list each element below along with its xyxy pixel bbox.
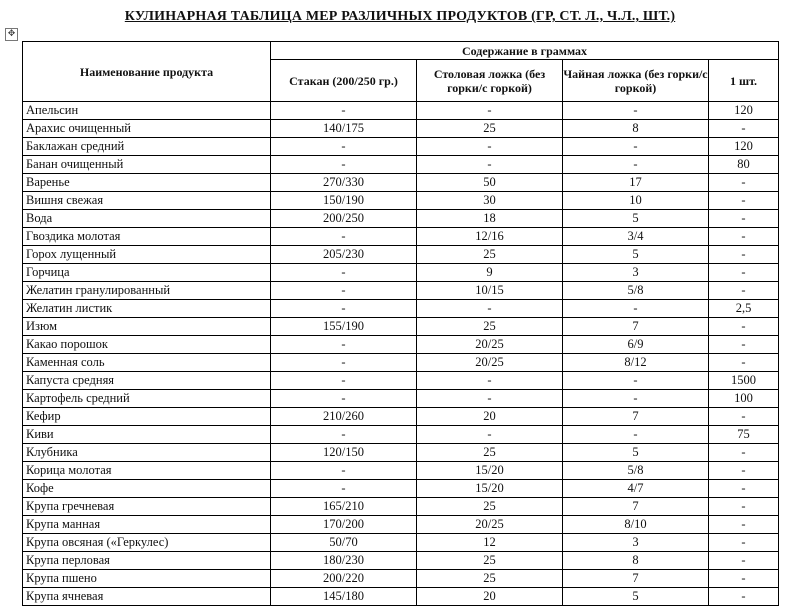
teaspoon-cell: 4/7 xyxy=(563,480,709,498)
measures-table xyxy=(22,41,779,606)
glass-cell: - xyxy=(271,462,417,480)
glass-cell: 50/70 xyxy=(271,534,417,552)
product-name-cell: Крупа овсяная («Геркулес) xyxy=(23,534,271,552)
teaspoon-cell: 5 xyxy=(563,210,709,228)
tablespoon-cell: 20/25 xyxy=(417,354,563,372)
product-name-cell: Кефир xyxy=(23,408,271,426)
glass-cell: 120/150 xyxy=(271,444,417,462)
piece-cell: - xyxy=(709,408,779,426)
piece-cell: - xyxy=(709,444,779,462)
glass-cell: - xyxy=(271,282,417,300)
table-row xyxy=(23,318,779,336)
header-grams-group: Содержание в граммах xyxy=(271,42,779,60)
teaspoon-cell: - xyxy=(563,300,709,318)
glass-cell: 205/230 xyxy=(271,246,417,264)
table-row xyxy=(23,102,779,120)
teaspoon-cell: - xyxy=(563,156,709,174)
tablespoon-cell: 12/16 xyxy=(417,228,563,246)
tablespoon-cell: 20 xyxy=(417,408,563,426)
table-row xyxy=(23,210,779,228)
tablespoon-cell: - xyxy=(417,156,563,174)
piece-cell: - xyxy=(709,264,779,282)
teaspoon-cell: 5/8 xyxy=(563,462,709,480)
piece-cell: - xyxy=(709,192,779,210)
product-name-cell: Гвоздика молотая xyxy=(23,228,271,246)
tablespoon-cell: 25 xyxy=(417,570,563,588)
glass-cell: - xyxy=(271,228,417,246)
tablespoon-cell: 20/25 xyxy=(417,336,563,354)
glass-cell: - xyxy=(271,156,417,174)
piece-cell: 1500 xyxy=(709,372,779,390)
piece-cell: - xyxy=(709,228,779,246)
header-glass: Стакан (200/250 гр.) xyxy=(271,60,417,102)
header-teaspoon: Чайная ложка (без горки/с горкой) xyxy=(563,60,709,102)
piece-cell: - xyxy=(709,210,779,228)
glass-cell: - xyxy=(271,138,417,156)
product-name-cell: Киви xyxy=(23,426,271,444)
tablespoon-cell: 50 xyxy=(417,174,563,192)
tablespoon-cell: - xyxy=(417,372,563,390)
product-name-cell: Капуста средняя xyxy=(23,372,271,390)
table-row xyxy=(23,480,779,498)
piece-cell: 120 xyxy=(709,102,779,120)
table-row xyxy=(23,534,779,552)
glass-cell: - xyxy=(271,372,417,390)
teaspoon-cell: 17 xyxy=(563,174,709,192)
piece-cell: - xyxy=(709,354,779,372)
table-row xyxy=(23,588,779,606)
piece-cell: - xyxy=(709,570,779,588)
piece-cell: - xyxy=(709,534,779,552)
teaspoon-cell: 3/4 xyxy=(563,228,709,246)
product-name-cell: Кофе xyxy=(23,480,271,498)
table-row xyxy=(23,336,779,354)
teaspoon-cell: 8 xyxy=(563,120,709,138)
table-row xyxy=(23,444,779,462)
teaspoon-cell: 7 xyxy=(563,318,709,336)
product-name-cell: Корица молотая xyxy=(23,462,271,480)
page-title: КУЛИНАРНАЯ ТАБЛИЦА МЕР РАЗЛИЧНЫХ ПРОДУКТОВ (ГР, СТ. Л., Ч.Л., ШТ.) xyxy=(124,9,676,24)
teaspoon-cell: 8 xyxy=(563,552,709,570)
product-name-cell: Крупа ячневая xyxy=(23,588,271,606)
product-name-cell: Крупа манная xyxy=(23,516,271,534)
tablespoon-cell: 15/20 xyxy=(417,462,563,480)
table-row xyxy=(23,264,779,282)
teaspoon-cell: - xyxy=(563,138,709,156)
tablespoon-cell: 25 xyxy=(417,444,563,462)
table-row xyxy=(23,408,779,426)
piece-cell: - xyxy=(709,498,779,516)
product-name-cell: Изюм xyxy=(23,318,271,336)
piece-cell: 2,5 xyxy=(709,300,779,318)
glass-cell: 145/180 xyxy=(271,588,417,606)
teaspoon-cell: 7 xyxy=(563,498,709,516)
piece-cell: - xyxy=(709,246,779,264)
table-row xyxy=(23,372,779,390)
glass-cell: - xyxy=(271,264,417,282)
table-row xyxy=(23,498,779,516)
table-move-handle-icon[interactable]: ✥ xyxy=(5,28,18,41)
table-row xyxy=(23,138,779,156)
glass-cell: - xyxy=(271,426,417,444)
product-name-cell: Арахис очищенный xyxy=(23,120,271,138)
header-piece: 1 шт. xyxy=(709,60,779,102)
piece-cell: - xyxy=(709,318,779,336)
tablespoon-cell: - xyxy=(417,426,563,444)
glass-cell: 210/260 xyxy=(271,408,417,426)
piece-cell: 120 xyxy=(709,138,779,156)
table-row xyxy=(23,246,779,264)
header-tablespoon: Столовая ложка (без горки/с горкой) xyxy=(417,60,563,102)
piece-cell: 80 xyxy=(709,156,779,174)
tablespoon-cell: 25 xyxy=(417,246,563,264)
glass-cell: - xyxy=(271,480,417,498)
product-name-cell: Варенье xyxy=(23,174,271,192)
table-row xyxy=(23,120,779,138)
glass-cell: 155/190 xyxy=(271,318,417,336)
product-name-cell: Какао порошок xyxy=(23,336,271,354)
product-name-cell: Желатин листик xyxy=(23,300,271,318)
glass-cell: 200/220 xyxy=(271,570,417,588)
tablespoon-cell: 25 xyxy=(417,498,563,516)
piece-cell: - xyxy=(709,516,779,534)
teaspoon-cell: 3 xyxy=(563,534,709,552)
table-row xyxy=(23,300,779,318)
glass-cell: - xyxy=(271,336,417,354)
product-name-cell: Картофель средний xyxy=(23,390,271,408)
tablespoon-cell: 20 xyxy=(417,588,563,606)
glass-cell: - xyxy=(271,102,417,120)
product-name-cell: Вишня свежая xyxy=(23,192,271,210)
piece-cell: - xyxy=(709,336,779,354)
tablespoon-cell: 10/15 xyxy=(417,282,563,300)
teaspoon-cell: 7 xyxy=(563,570,709,588)
product-name-cell: Желатин гранулированный xyxy=(23,282,271,300)
table-row xyxy=(23,570,779,588)
product-name-cell: Крупа перловая xyxy=(23,552,271,570)
product-name-cell: Клубника xyxy=(23,444,271,462)
table-row xyxy=(23,282,779,300)
table-row xyxy=(23,354,779,372)
glass-cell: 180/230 xyxy=(271,552,417,570)
piece-cell: - xyxy=(709,462,779,480)
tablespoon-cell: 15/20 xyxy=(417,480,563,498)
piece-cell: - xyxy=(709,480,779,498)
piece-cell: - xyxy=(709,282,779,300)
product-name-cell: Горох лущенный xyxy=(23,246,271,264)
tablespoon-cell: 30 xyxy=(417,192,563,210)
teaspoon-cell: 5 xyxy=(563,246,709,264)
glass-cell: 140/175 xyxy=(271,120,417,138)
table-body xyxy=(23,102,779,606)
glass-cell: - xyxy=(271,354,417,372)
glass-cell: 165/210 xyxy=(271,498,417,516)
teaspoon-cell: 7 xyxy=(563,408,709,426)
table-row xyxy=(23,390,779,408)
tablespoon-cell: 25 xyxy=(417,120,563,138)
table-row xyxy=(23,174,779,192)
table-row xyxy=(23,426,779,444)
piece-cell: - xyxy=(709,174,779,192)
piece-cell: - xyxy=(709,588,779,606)
teaspoon-cell: 5/8 xyxy=(563,282,709,300)
product-name-cell: Баклажан средний xyxy=(23,138,271,156)
tablespoon-cell: 20/25 xyxy=(417,516,563,534)
glass-cell: 270/330 xyxy=(271,174,417,192)
table-row xyxy=(23,552,779,570)
teaspoon-cell: 5 xyxy=(563,588,709,606)
teaspoon-cell: 5 xyxy=(563,444,709,462)
glass-cell: 170/200 xyxy=(271,516,417,534)
product-name-cell: Крупа пшено xyxy=(23,570,271,588)
teaspoon-cell: 10 xyxy=(563,192,709,210)
table-row xyxy=(23,228,779,246)
piece-cell: - xyxy=(709,120,779,138)
teaspoon-cell: 6/9 xyxy=(563,336,709,354)
table-row xyxy=(23,156,779,174)
teaspoon-cell: - xyxy=(563,426,709,444)
header-product-name: Наименование продукта xyxy=(23,42,271,102)
tablespoon-cell: 9 xyxy=(417,264,563,282)
product-name-cell: Каменная соль xyxy=(23,354,271,372)
tablespoon-cell: - xyxy=(417,300,563,318)
tablespoon-cell: 18 xyxy=(417,210,563,228)
glass-cell: 150/190 xyxy=(271,192,417,210)
teaspoon-cell: - xyxy=(563,372,709,390)
piece-cell: - xyxy=(709,552,779,570)
teaspoon-cell: - xyxy=(563,102,709,120)
tablespoon-cell: 25 xyxy=(417,318,563,336)
product-name-cell: Банан очищенный xyxy=(23,156,271,174)
product-name-cell: Вода xyxy=(23,210,271,228)
tablespoon-cell: - xyxy=(417,102,563,120)
table-row xyxy=(23,462,779,480)
product-name-cell: Крупа гречневая xyxy=(23,498,271,516)
tablespoon-cell: 12 xyxy=(417,534,563,552)
tablespoon-cell: - xyxy=(417,390,563,408)
product-name-cell: Апельсин xyxy=(23,102,271,120)
glass-cell: 200/250 xyxy=(271,210,417,228)
piece-cell: 75 xyxy=(709,426,779,444)
tablespoon-cell: 25 xyxy=(417,552,563,570)
product-name-cell: Горчица xyxy=(23,264,271,282)
table-row xyxy=(23,192,779,210)
teaspoon-cell: - xyxy=(563,390,709,408)
table-row xyxy=(23,516,779,534)
teaspoon-cell: 3 xyxy=(563,264,709,282)
piece-cell: 100 xyxy=(709,390,779,408)
glass-cell: - xyxy=(271,300,417,318)
tablespoon-cell: - xyxy=(417,138,563,156)
glass-cell: - xyxy=(271,390,417,408)
teaspoon-cell: 8/10 xyxy=(563,516,709,534)
teaspoon-cell: 8/12 xyxy=(563,354,709,372)
